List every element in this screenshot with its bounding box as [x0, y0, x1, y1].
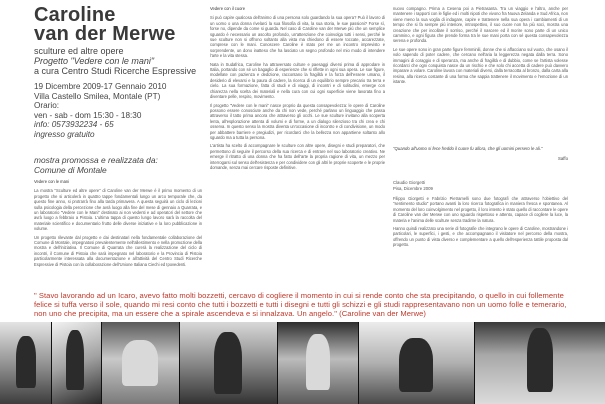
quote-attribution: Saffo: [558, 155, 568, 161]
event-info-phone: info: 0573932234 - 65: [34, 120, 114, 130]
artist-title: [34, 6, 176, 44]
sculpture-figure: [16, 336, 36, 388]
promo-line1: mostra promossa e realizzata da:: [34, 155, 158, 165]
col3-paragraph: Le sue opere sono in gran parte figure femminili, donne che si affacciano sul vuoto, che osano il volo sapendo di poter cadere, che cercano nell'aria la leggerezza negata dalla terra. Sono immagini di coraggio e di speranza, ma anche di fragilità e di dubbio, come se l'artista volesse ricordarci che ogni conquista nasce da un rischio e che solo chi accetta di cadere può davvero imparare a volare. Caroline lavora con materiali diversi, dalla terracotta al bronzo, dalla carta alla resina, alla ricerca costante di una forma che sappia trattenere il movimento e l'emozione di un istante.: [393, 46, 568, 85]
column-vedere-con-le-mani: [34, 179, 202, 285]
col2-paragraph: Il progetto "Vedere con le mani" nasce proprio da questa consapevolezza: le opere di Caroline possono essere conosciute anche da chi non vede, perché parlano un linguaggio che passa attraverso il tatto prima ancora che attraverso gli occhi. Le sue sculture invitano alla scoperta lenta, all'esplorazione attenta di volumi e di forme, a un dialogo silenzioso tra chi crea e chi osserva. In questo senso la mostra diventa un'occasione di incontro e di condivisione, un modo per abbattere barriere e pregiudizi, per ricordarci che la bellezza non appartiene soltanto allo sguardo ma a tutta la persona.: [210, 102, 385, 140]
event-hours-label: Orario:: [34, 101, 60, 111]
subtitle-line2: Progetto "Vedere con le mani": [34, 56, 155, 66]
photo-strip: [0, 322, 605, 404]
sculpture-photo: [102, 322, 180, 404]
sculpture-photo: [52, 322, 102, 404]
quote-text: "Quando all'uomo si fece freddo il cuore fu allora, che gli uomini persero le ali.": [393, 146, 543, 151]
sculpture-figure: [122, 340, 158, 386]
column-vedere-con-il-cuore: [210, 6, 385, 289]
sculpture-figure: [306, 334, 330, 390]
event-entry: ingresso gratuito: [34, 129, 95, 139]
col2-paragraph: L'artista ha scelto di accompagnare le sculture con altre opere, disegni e studi preparatori, che permettono di seguire il percorso della sua ricerca e di entrare nel suo laboratorio creativo. Ne emerge il ritratto di una donna che ha fatto dell'arte la propria ragione di vita, un mezzo per interrogarsi sul senso dell'esistenza e per condividere con gli altri le proprie scoperte e le proprie domande, senza mai cercare risposte definitive.: [210, 143, 385, 170]
sculpture-figure: [66, 330, 84, 390]
title-line2: van der Merwe: [34, 23, 176, 45]
event-dates: 19 Dicembre 2009-17 Gennaio 2010: [34, 82, 167, 91]
col2-paragraph: Si può capire qualcosa dell'animo di una persona solo guardando la sua opera? Può il lavoro di un uomo o una donna rivelarci la sua filosofia di vita, la sua storia, le sue passioni? Forse sì, forse no, dipende da come si guarda. Nel caso di Caroline van der Merwe più che un semplice sguardo è necessario un ascolto profondo, un'attenzione che coinvolga tutti i sensi, perché le sue sculture non si offrono soltanto alla vista ma chiedono di essere toccate, accarezzate, comprese con le mani. Conoscere Caroline è stato per me un incontro imprevisto e sorprendente, un dono inatteso che ha lasciato un segno profondo nel mio modo di intendere l'arte e la vita stessa.: [210, 15, 385, 59]
subtitle-line3: a cura Centro Studi Ricerche Espressive: [34, 66, 197, 76]
col4-paragraph: Hanno quindi realizzato una serie di fotografie che integrano le opere di Caroline, mostrandone i particolari, le superfici, i gesti, e che accompagnano il visitatore nel percorso della mostra, offrendo un punto di vista diverso e complementare a quello dell'esperienza tattile proposta dal progetto.: [393, 226, 568, 248]
col1-paragraph: Un progetto rilevante dal progetto e dai destinatari nella fondamentale collaborazione del Comune di Montale, impegnatosi prevalentemente nell'allestimento e nella promozione della mostra e dell'iniziativa. Il Comune di Quarrata che curerà la realizzazione del ciclo di incontri, il Comune di Pistoia che sarà impegnato nel laboratorio e la Provincia di Pistoia particolarmente interessata alla documentazione e all'attività del Centro Studi Ricerche Espressive di Pistoia con la collaborazione dell'Unione Italiana Ciechi ed Ipovedenti.: [34, 234, 202, 267]
sculpture-photo: [278, 322, 359, 404]
sculpture-photo: [180, 322, 278, 404]
col2-paragraph: Nata in Sudafrica, Caroline ha attraversato culture e paesaggi diversi prima di approdare in Italia, portando con sé un bagaglio di esperienze che si riflette in ogni sua opera. Le sue figure, modellate con pazienza e dedizione, raccontano la fragilità e la forza dell'essere umano, il desiderio di elevarsi e la paura di cadere, la ricerca di un equilibrio sempre precario tra terra e cielo. La sua formazione, fatta di studi e di viaggi, di incontri e di solitudini, emerge con chiarezza nella scelta dei materiali e nella cura con cui ogni superficie viene lavorata fino a diventare pelle, respiro, movimento.: [210, 61, 385, 100]
sculpture-figure: [214, 332, 242, 394]
col1-paragraph: La mostra "Sculture ed altre opere" di Caroline van der Merwe è il primo momento di un progetto che si articolerà in quattro tappe fondamentali lungo un arco temporale che, da questo fine anno, si protrarrà fino alla tarda primavera. A questa seguirà un ciclo di lezioni sulla psicologia della percezione che avrà luogo alla fine del mese di gennaio a Quarrata, e un laboratorio "Vedere con le Mani" destinato ai non vedenti e ad operatori del settore che avrà luogo a febbraio a Pistoia. L'ultima tappa di questo lungo lavoro sarà la raccolta del materiale scientifico e documentario frutto delle diverse iniziative e la loro pubblicazione in volume.: [34, 188, 202, 232]
event-info: [34, 82, 166, 140]
event-venue: Villa Castello Smilea, Montale (PT): [34, 91, 161, 101]
title-line1: Caroline: [34, 4, 116, 26]
column-photographers: [393, 196, 568, 288]
column-essay-continued: [393, 6, 568, 145]
promo-block: [34, 155, 158, 175]
event-hours: ven - sab - dom 15:30 - 18:30: [34, 110, 142, 120]
col2-heading: Vedere con il cuore: [210, 6, 246, 11]
saffo-quote: [393, 146, 568, 161]
sculpture-photo: [0, 322, 52, 404]
artist-red-quote: " Stavo lavorando ad un Icaro, avevo fatto molti bozzetti, cercavo di cogliere il momento in cui si rende conto che sta precipitando, o quello in cui follemente felice si tuffa verso il sole, quando mi resi conto che tutti i bozzetti e tutti i disegni e tutti gli schizzi e gli studi rappresentavano non un uomo folle e temerario, non uno che precipita, ma un essere che a spirale ascendeva e si innalzava. Un angelo." (Caroline van der Merwe): [34, 291, 567, 318]
subtitle-line1: sculture ed altre opere: [34, 46, 124, 56]
col3-paragraph: nuovo compagno. Prima a Cesena poi a Pietrasanta. Tra un viaggio e l'altro, anche per mantenere i rapporti con le figlie ed i molti nipoti che vivono fra Nuova Zelanda e Sud Africa, non viene meno la sua voglia di indagare, capire e trattenere nella sua opera i cambiamenti di un tempo che si fa sempre più interiore, introspettivo, il suo cuore non ha più soci, mostra una creazione che per incollare il sorriso, perché il nascere ed il morire sono parte di un unico cammino, e ogni figura che prende forma tra le sue mani porta con sé questa consapevolezza serena e profonda.: [393, 6, 568, 44]
sculpture-figure: [399, 338, 433, 392]
subtitle-block: [34, 46, 196, 76]
credit-place-date: Pisa, Dicembre 2009: [393, 185, 433, 191]
credit-name: Claudio Giorgetti: [393, 180, 426, 185]
promo-line2: Comune di Montale: [34, 165, 107, 175]
col1-heading: Vedere con le mani: [34, 179, 70, 184]
sculpture-figure: [527, 328, 553, 392]
sculpture-photo: [475, 322, 605, 404]
author-credit: [393, 180, 433, 191]
col4-paragraph: Filippo Giorgetti e Fabrizio Pietramelli sono due fotografi che attraverso l'obiettivo del "sentimento studio" portano avanti la loro ricerca fotografica in maniera fresca e spontanea. Al momento del loro coinvolgimento nel progetto, il loro intento è stato quello di raccontare le opere di Caroline van der Merwe con uno sguardo rispettoso e attento, capace di cogliere la luce, la materia e l'anima delle sculture senza tradirne la natura.: [393, 196, 568, 223]
sculpture-photo: [359, 322, 475, 404]
